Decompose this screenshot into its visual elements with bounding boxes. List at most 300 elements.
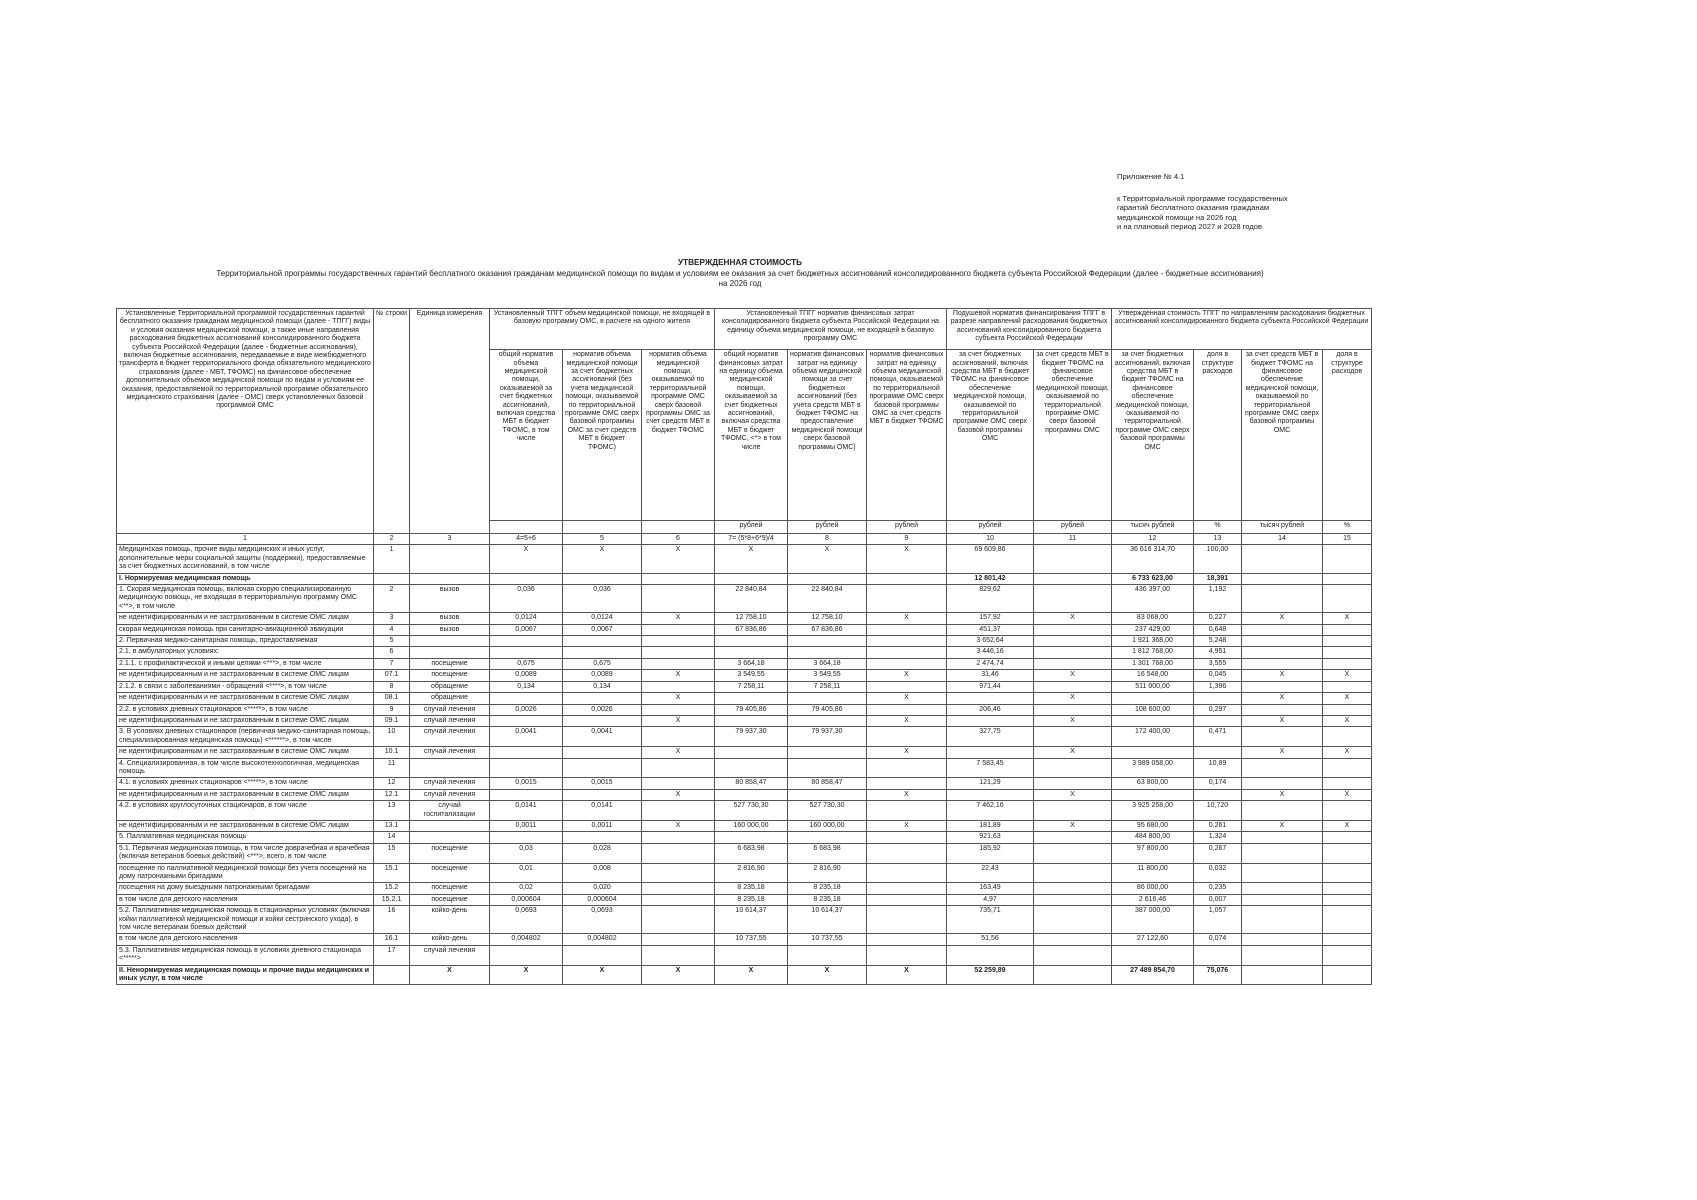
row-label: не идентифицированным и не застрахованным в системе ОМС лицам bbox=[117, 789, 374, 800]
table-cell bbox=[642, 883, 715, 894]
table-row bbox=[117, 681, 1372, 692]
table-cell: 0,0124 bbox=[490, 613, 563, 624]
table-cell bbox=[867, 945, 947, 965]
table-cell: 172 400,00 bbox=[1112, 727, 1194, 747]
table-cell: 2 bbox=[374, 585, 410, 613]
table-cell: 22 840,84 bbox=[788, 585, 867, 613]
table-cell: 7 583,45 bbox=[947, 758, 1034, 778]
table-cell: X bbox=[1323, 789, 1372, 800]
table-cell bbox=[563, 832, 642, 843]
table-cell bbox=[715, 636, 788, 647]
table-cell: койко-день bbox=[410, 934, 490, 945]
table-cell: 27 122,60 bbox=[1112, 934, 1194, 945]
table-cell: 0,0141 bbox=[490, 801, 563, 821]
table-cell bbox=[1323, 585, 1372, 613]
table-cell: 8 235,18 bbox=[715, 883, 788, 894]
table-cell: 0,0693 bbox=[563, 906, 642, 934]
table-cell: X bbox=[788, 545, 867, 573]
table-row bbox=[117, 820, 1372, 831]
table-cell bbox=[642, 843, 715, 863]
table-cell bbox=[642, 863, 715, 883]
table-cell bbox=[788, 715, 867, 726]
table-cell: 79 405,86 bbox=[715, 704, 788, 715]
header-unit: тысяч рублей bbox=[1112, 521, 1194, 534]
table-cell: 2 616,46 bbox=[1112, 894, 1194, 905]
table-cell: X bbox=[867, 545, 947, 573]
table-cell bbox=[788, 945, 867, 965]
table-cell bbox=[642, 681, 715, 692]
document-title: УТВЕРЖДЕННАЯ СТОИМОСТЬ bbox=[678, 258, 802, 267]
table-cell: 15.1 bbox=[374, 863, 410, 883]
table-cell bbox=[947, 715, 1034, 726]
row-label: не идентифицированным и не застрахованным в системе ОМС лицам bbox=[117, 820, 374, 831]
table-cell: 1,396 bbox=[1194, 681, 1242, 692]
table-cell: 0,675 bbox=[490, 658, 563, 669]
table-cell: 86 000,00 bbox=[1112, 883, 1194, 894]
table-cell: 0,0124 bbox=[563, 613, 642, 624]
table-cell: 9 bbox=[374, 704, 410, 715]
table-cell: 451,37 bbox=[947, 624, 1034, 635]
header-group-per-capita: Подушевой норматив финансирования ТПГГ в разрезе направлений расходования бюджетных ассигнований консолидированного бюджета субъекта Российской Федерации bbox=[947, 309, 1112, 350]
table-cell: 1 812 768,00 bbox=[1112, 647, 1194, 658]
table-cell: X bbox=[410, 965, 490, 985]
table-cell bbox=[1323, 647, 1372, 658]
table-cell: 0,0089 bbox=[563, 670, 642, 681]
table-row bbox=[117, 778, 1372, 789]
table-cell bbox=[947, 789, 1034, 800]
table-cell: 10,89 bbox=[1194, 758, 1242, 778]
table-row bbox=[117, 801, 1372, 821]
table-row bbox=[117, 693, 1372, 704]
table-cell: X bbox=[642, 545, 715, 573]
table-cell: 12 758,10 bbox=[715, 613, 788, 624]
table-row bbox=[117, 843, 1372, 863]
table-cell: посещение bbox=[410, 670, 490, 681]
table-cell bbox=[642, 704, 715, 715]
table-cell: 51,56 bbox=[947, 934, 1034, 945]
table-cell bbox=[490, 758, 563, 778]
table-cell: 157,92 bbox=[947, 613, 1034, 624]
table-cell: 2 816,90 bbox=[715, 863, 788, 883]
table-cell: посещение bbox=[410, 883, 490, 894]
table-cell: 12 bbox=[374, 778, 410, 789]
table-row bbox=[117, 965, 1372, 985]
row-label: посещения на дому выездными патронажными бригадами bbox=[117, 883, 374, 894]
table-cell: X bbox=[642, 965, 715, 985]
table-cell: 3 664,18 bbox=[715, 658, 788, 669]
table-cell bbox=[715, 945, 788, 965]
table-cell: 6 bbox=[374, 647, 410, 658]
table-cell: X bbox=[642, 789, 715, 800]
table-cell: X bbox=[1323, 715, 1372, 726]
row-label: 4. Специализированная, в том числе высокотехнологичная, медицинская помощь bbox=[117, 758, 374, 778]
table-cell: 97 800,00 bbox=[1112, 843, 1194, 863]
table-cell: 3 446,16 bbox=[947, 647, 1034, 658]
table-cell bbox=[1242, 704, 1323, 715]
table-cell bbox=[1034, 758, 1112, 778]
table-cell bbox=[867, 843, 947, 863]
table-cell bbox=[1034, 778, 1112, 789]
table-cell bbox=[867, 704, 947, 715]
table-cell: 0,134 bbox=[563, 681, 642, 692]
table-cell bbox=[1242, 863, 1323, 883]
table-cell bbox=[867, 801, 947, 821]
table-cell: 13 bbox=[374, 801, 410, 821]
table-cell bbox=[642, 778, 715, 789]
table-cell: 10.1 bbox=[374, 747, 410, 758]
table-cell: 7 258,11 bbox=[715, 681, 788, 692]
table-cell bbox=[1242, 934, 1323, 945]
table-cell bbox=[1112, 715, 1194, 726]
row-label: Медицинская помощь, прочие виды медицинских и иных услуг, дополнительные меры социальной защиты (поддержки), предоставляемые за счет бюджетных ассигнований, в том числе bbox=[117, 545, 374, 573]
row-label: в том числе для детского населения bbox=[117, 934, 374, 945]
table-cell: X bbox=[1034, 820, 1112, 831]
table-cell: 1,324 bbox=[1194, 832, 1242, 843]
table-cell: X bbox=[1034, 789, 1112, 800]
table-cell bbox=[1242, 843, 1323, 863]
table-cell: X bbox=[867, 715, 947, 726]
table-cell: посещение bbox=[410, 863, 490, 883]
table-cell bbox=[715, 747, 788, 758]
table-cell: 17 bbox=[374, 945, 410, 965]
table-cell: 13.1 bbox=[374, 820, 410, 831]
table-cell: 0,004802 bbox=[490, 934, 563, 945]
row-label: 5. Паллиативная медицинская помощь bbox=[117, 832, 374, 843]
table-cell: 436 397,00 bbox=[1112, 585, 1194, 613]
table-cell bbox=[410, 647, 490, 658]
table-cell bbox=[867, 573, 947, 584]
annex-line: медицинской помощи на 2026 год bbox=[1117, 212, 1237, 222]
table-cell bbox=[1323, 727, 1372, 747]
table-cell: 1 921 368,00 bbox=[1112, 636, 1194, 647]
row-label: 4.1. в условиях дневных стационаров <*****>, в том числе bbox=[117, 778, 374, 789]
table-cell: X bbox=[867, 613, 947, 624]
table-cell: 0,0067 bbox=[563, 624, 642, 635]
table-cell: X bbox=[715, 965, 788, 985]
table-cell bbox=[642, 727, 715, 747]
table-cell: X bbox=[867, 965, 947, 985]
header-unit: рублей bbox=[1034, 521, 1112, 534]
table-cell bbox=[642, 945, 715, 965]
header-subcol: общий норматив финансовых затрат на единицу объема медицинской помощи, оказываемой за счет бюджетных ассигнований, включая средства МБТ в бюджет ТФОМС, <*> в том числе bbox=[715, 350, 788, 521]
table-cell: X bbox=[642, 693, 715, 704]
table-cell: X bbox=[867, 820, 947, 831]
table-cell: случай лечения bbox=[410, 704, 490, 715]
table-cell: 10 737,55 bbox=[788, 934, 867, 945]
table-cell: 7 462,16 bbox=[947, 801, 1034, 821]
table-cell: вызов bbox=[410, 585, 490, 613]
table-cell: 0,0693 bbox=[490, 906, 563, 934]
annex-line: и на плановый период 2027 и 2028 годов bbox=[1117, 222, 1263, 232]
table-cell: 511 000,00 bbox=[1112, 681, 1194, 692]
table-row bbox=[117, 945, 1372, 965]
table-cell: 237 429,00 bbox=[1112, 624, 1194, 635]
header-unit: тысяч рублей bbox=[1242, 521, 1323, 534]
table-cell: 527 730,30 bbox=[788, 801, 867, 821]
table-cell bbox=[1034, 843, 1112, 863]
table-cell bbox=[1242, 585, 1323, 613]
table-cell: 3 bbox=[374, 613, 410, 624]
header-row-numbers bbox=[117, 534, 1372, 545]
table-cell bbox=[563, 636, 642, 647]
header-unit: % bbox=[1194, 521, 1242, 534]
table-cell bbox=[867, 758, 947, 778]
table-cell bbox=[1323, 758, 1372, 778]
table-cell: X bbox=[1323, 693, 1372, 704]
table-cell bbox=[1323, 636, 1372, 647]
header-group-approved-cost: Утвержденная стоимость ТПГГ по направлениям расходования бюджетных ассигнований консолидированного бюджета субъекта Российской Федерации bbox=[1112, 309, 1372, 350]
table-cell: 163,49 bbox=[947, 883, 1034, 894]
column-number: 3 bbox=[410, 534, 490, 545]
table-row bbox=[117, 747, 1372, 758]
table-cell bbox=[715, 693, 788, 704]
table-cell bbox=[1034, 883, 1112, 894]
table-cell: X bbox=[1034, 613, 1112, 624]
table-cell bbox=[1112, 789, 1194, 800]
table-cell bbox=[563, 789, 642, 800]
table-cell: 12 758,10 bbox=[788, 613, 867, 624]
table-cell: 2 474,74 bbox=[947, 658, 1034, 669]
table-cell: 921,63 bbox=[947, 832, 1034, 843]
column-number: 2 bbox=[374, 534, 410, 545]
column-number: 11 bbox=[1034, 534, 1112, 545]
header-subcol: доля в структуре расходов bbox=[1194, 350, 1242, 521]
table-cell: 8 235,18 bbox=[788, 883, 867, 894]
table-cell: 52 259,89 bbox=[947, 965, 1034, 985]
annex-title: Приложение № 4.1 bbox=[1117, 172, 1185, 181]
table-cell: 0,045 bbox=[1194, 670, 1242, 681]
table-cell bbox=[642, 906, 715, 934]
row-label: 2.1.2. в связи с заболеваниями - обращений <****>, в том числе bbox=[117, 681, 374, 692]
table-cell bbox=[1034, 681, 1112, 692]
table-cell: 0,0067 bbox=[490, 624, 563, 635]
table-cell bbox=[1242, 636, 1323, 647]
table-cell: 4 bbox=[374, 624, 410, 635]
table-cell: 3 549,55 bbox=[715, 670, 788, 681]
table-cell: 79 937,30 bbox=[788, 727, 867, 747]
table-row bbox=[117, 863, 1372, 883]
table-cell bbox=[788, 789, 867, 800]
table-cell: 8 235,18 bbox=[715, 894, 788, 905]
table-cell bbox=[1034, 636, 1112, 647]
header-subcol: общий норматив объема медицинской помощи, оказываемой за счет бюджетных ассигнований, включая средства МБТ в бюджет ТФОМС, в том числе bbox=[490, 350, 563, 521]
table-cell bbox=[410, 820, 490, 831]
table-cell: 67 836,86 bbox=[788, 624, 867, 635]
table-cell: 12 801,42 bbox=[947, 573, 1034, 584]
table-cell bbox=[867, 636, 947, 647]
table-cell bbox=[1034, 906, 1112, 934]
table-cell bbox=[1112, 693, 1194, 704]
table-row bbox=[117, 883, 1372, 894]
table-cell bbox=[642, 624, 715, 635]
table-cell: 0,008 bbox=[563, 863, 642, 883]
table-cell: 80 858,47 bbox=[715, 778, 788, 789]
table-cell bbox=[642, 658, 715, 669]
table-cell: 11 bbox=[374, 758, 410, 778]
table-cell: случай лечения bbox=[410, 789, 490, 800]
table-cell bbox=[1242, 727, 1323, 747]
table-cell bbox=[642, 894, 715, 905]
table-cell: 79 937,30 bbox=[715, 727, 788, 747]
row-label: II. Ненормируемая медицинская помощь и прочие виды медицинских и иных услуг, в том числе bbox=[117, 965, 374, 985]
header-col-unit: Единица измерения bbox=[410, 309, 490, 534]
table-cell: 6 683,98 bbox=[715, 843, 788, 863]
table-row bbox=[117, 758, 1372, 778]
table-cell: 0,261 bbox=[1194, 820, 1242, 831]
table-cell bbox=[867, 778, 947, 789]
table-cell: 735,71 bbox=[947, 906, 1034, 934]
table-cell bbox=[867, 585, 947, 613]
table-cell: 3 652,64 bbox=[947, 636, 1034, 647]
table-cell: 07.1 bbox=[374, 670, 410, 681]
table-cell: 0,007 bbox=[1194, 894, 1242, 905]
row-label: не идентифицированным и не застрахованным в системе ОМС лицам bbox=[117, 693, 374, 704]
table-row bbox=[117, 613, 1372, 624]
table-cell bbox=[1242, 647, 1323, 658]
table-row bbox=[117, 704, 1372, 715]
table-cell bbox=[947, 747, 1034, 758]
table-cell: 0,267 bbox=[1194, 843, 1242, 863]
table-cell: X bbox=[1323, 613, 1372, 624]
column-number: 5 bbox=[563, 534, 642, 545]
column-number: 10 bbox=[947, 534, 1034, 545]
table-row bbox=[117, 658, 1372, 669]
table-cell bbox=[1242, 545, 1323, 573]
table-cell bbox=[642, 801, 715, 821]
table-cell: 0,0141 bbox=[563, 801, 642, 821]
table-row bbox=[117, 934, 1372, 945]
table-cell bbox=[490, 832, 563, 843]
table-cell: 0,174 bbox=[1194, 778, 1242, 789]
table-cell: 0,471 bbox=[1194, 727, 1242, 747]
table-cell bbox=[788, 573, 867, 584]
table-cell: 95 680,00 bbox=[1112, 820, 1194, 831]
row-label: 5.3. Паллиативная медицинская помощь в условиях дневного стационара <*****> bbox=[117, 945, 374, 965]
table-cell: 0,134 bbox=[490, 681, 563, 692]
table-row bbox=[117, 727, 1372, 747]
table-cell: 6 733 623,00 bbox=[1112, 573, 1194, 584]
table-cell bbox=[1194, 747, 1242, 758]
table-cell bbox=[947, 693, 1034, 704]
table-cell bbox=[563, 647, 642, 658]
table-cell: 8 bbox=[374, 681, 410, 692]
table-cell: X bbox=[1242, 820, 1323, 831]
table-cell bbox=[374, 573, 410, 584]
table-cell: 0,036 bbox=[563, 585, 642, 613]
table-cell: 0,0011 bbox=[490, 820, 563, 831]
table-cell bbox=[490, 573, 563, 584]
table-cell bbox=[642, 647, 715, 658]
table-cell bbox=[1323, 778, 1372, 789]
row-label: не идентифицированным и не застрахованным в системе ОМС лицам bbox=[117, 715, 374, 726]
table-cell: случай лечения bbox=[410, 945, 490, 965]
table-cell bbox=[1034, 965, 1112, 985]
table-cell: 15.2 bbox=[374, 883, 410, 894]
table-cell: 829,62 bbox=[947, 585, 1034, 613]
table-cell: 0,0015 bbox=[490, 778, 563, 789]
table-cell bbox=[867, 906, 947, 934]
table-cell: 160 000,00 bbox=[715, 820, 788, 831]
table-cell: X bbox=[867, 789, 947, 800]
table-cell: X bbox=[490, 965, 563, 985]
table-cell bbox=[788, 693, 867, 704]
table-cell: X bbox=[642, 613, 715, 624]
column-number: 15 bbox=[1323, 534, 1372, 545]
table-cell bbox=[1242, 573, 1323, 584]
row-label: 5.1. Первичная медицинская помощь, в том числе доврачебная и врачебная (включая ветеранов боевых действий) <***>, всего, в том числе bbox=[117, 843, 374, 863]
table-cell: X bbox=[490, 545, 563, 573]
table-cell: X bbox=[1242, 715, 1323, 726]
table-cell bbox=[1242, 778, 1323, 789]
table-cell bbox=[1034, 624, 1112, 635]
row-label: скорая медицинская помощь при санитарно-авиационной эвакуации bbox=[117, 624, 374, 635]
row-label: 3. В условиях дневных стационаров (первичная медико-санитарная помощь, специализированная медицинская помощь) <******>, в том числе bbox=[117, 727, 374, 747]
table-cell: 2 816,90 bbox=[788, 863, 867, 883]
table-cell: X bbox=[642, 715, 715, 726]
table-cell bbox=[1323, 965, 1372, 985]
table-cell: 0,235 bbox=[1194, 883, 1242, 894]
table-cell: 3 664,18 bbox=[788, 658, 867, 669]
table-cell: 79 405,86 bbox=[788, 704, 867, 715]
table-cell: 0,03 bbox=[490, 843, 563, 863]
table-cell bbox=[1323, 906, 1372, 934]
table-cell bbox=[1242, 624, 1323, 635]
table-cell bbox=[1034, 704, 1112, 715]
table-cell: 185,92 bbox=[947, 843, 1034, 863]
table-cell bbox=[1242, 658, 1323, 669]
table-cell: 83 068,00 bbox=[1112, 613, 1194, 624]
table-cell: случай лечения bbox=[410, 747, 490, 758]
table-cell: 0,227 bbox=[1194, 613, 1242, 624]
table-row bbox=[117, 545, 1372, 573]
table-cell bbox=[642, 585, 715, 613]
column-number: 6 bbox=[642, 534, 715, 545]
column-number: 4=5+6 bbox=[490, 534, 563, 545]
row-label: не идентифицированным и не застрахованным в системе ОМС лицам bbox=[117, 670, 374, 681]
table-cell: 121,29 bbox=[947, 778, 1034, 789]
table-cell: 0,02 bbox=[490, 883, 563, 894]
table-cell bbox=[1323, 894, 1372, 905]
table-cell: 80 858,47 bbox=[788, 778, 867, 789]
table-cell: 6 683,98 bbox=[788, 843, 867, 863]
table-cell bbox=[1323, 681, 1372, 692]
table-cell: 10,720 bbox=[1194, 801, 1242, 821]
table-cell bbox=[1112, 747, 1194, 758]
table-cell bbox=[410, 573, 490, 584]
table-cell: 0,028 bbox=[563, 843, 642, 863]
table-cell bbox=[563, 758, 642, 778]
table-cell: X bbox=[1242, 747, 1323, 758]
header-group-cost-norm: Установленный ТПГГ норматив финансовых затрат консолидированного бюджета субъекта Российской Федерации на единицу объема медицинской помощи, не входящей в базовую программу ОМС bbox=[715, 309, 947, 350]
table-cell: 1 bbox=[374, 545, 410, 573]
table-cell: случай лечения bbox=[410, 778, 490, 789]
table-cell: X bbox=[1242, 789, 1323, 800]
table-cell bbox=[563, 747, 642, 758]
table-cell bbox=[1034, 934, 1112, 945]
table-cell: 22 840,84 bbox=[715, 585, 788, 613]
table-cell: 27 489 854,70 bbox=[1112, 965, 1194, 985]
table-cell bbox=[788, 758, 867, 778]
table-cell: случай лечения bbox=[410, 715, 490, 726]
table-cell: 8 235,18 bbox=[788, 894, 867, 905]
table-cell: 1,057 bbox=[1194, 906, 1242, 934]
table-cell: X bbox=[867, 747, 947, 758]
table-cell: X bbox=[642, 670, 715, 681]
table-cell bbox=[374, 965, 410, 985]
row-label: 2.1. в амбулаторных условиях: bbox=[117, 647, 374, 658]
row-label: в том числе для детского населения bbox=[117, 894, 374, 905]
table-cell: 5,248 bbox=[1194, 636, 1242, 647]
